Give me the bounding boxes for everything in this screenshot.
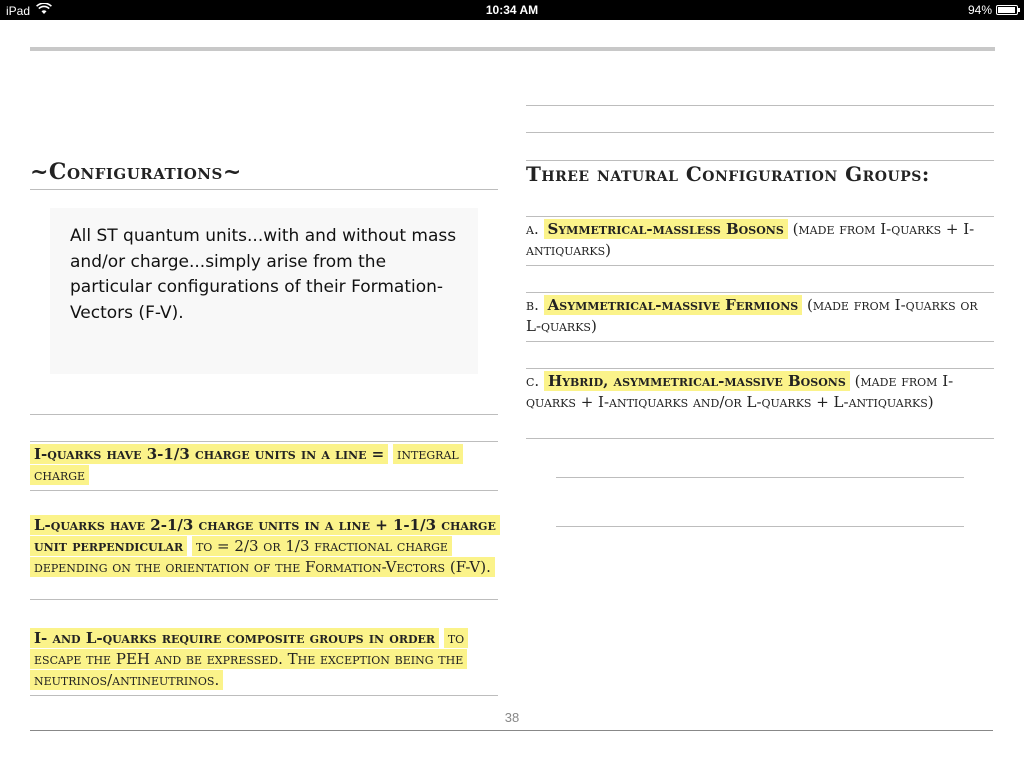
item-title: Hybrid, asymmetrical-massive Bosons — [544, 371, 850, 391]
quote-text: All ST quantum units...with and without mass and/or charge...simply arise from the particular configurations of their Formation-Vectors (F-V). — [70, 226, 457, 323]
paragraph-composite — [30, 628, 500, 691]
divider — [30, 599, 498, 600]
divider — [556, 526, 964, 527]
top-divider — [30, 47, 995, 51]
status-time: 10:34 AM — [485, 3, 539, 17]
item-title: Asymmetrical-massive Fermions — [544, 295, 803, 315]
battery-fill — [998, 7, 1015, 13]
divider — [526, 292, 994, 293]
battery-icon — [996, 5, 1018, 15]
paragraph-bold: I-quarks have 3-1/3 charge units in a line = — [30, 444, 388, 464]
item-label: a. — [526, 220, 539, 238]
divider — [526, 368, 994, 369]
item-label: b. — [526, 296, 539, 314]
divider — [30, 441, 498, 442]
divider — [30, 414, 498, 415]
page-number: 38 — [504, 710, 520, 725]
divider — [526, 105, 994, 106]
quote-box — [50, 208, 478, 374]
left-heading: ~Configurations~ — [30, 159, 242, 185]
group-item-b — [526, 295, 992, 337]
divider — [526, 265, 994, 266]
divider — [526, 160, 994, 161]
divider — [556, 477, 964, 478]
battery-percent: 94% — [967, 3, 992, 17]
status-bar-right — [968, 3, 1018, 17]
paragraph-bold: I- and L-quarks require composite groups in order — [30, 628, 439, 648]
divider — [526, 341, 994, 342]
book-page[interactable] — [0, 20, 1024, 768]
device-label: iPad — [6, 3, 31, 18]
right-heading: Three natural Configuration Groups: — [526, 162, 930, 186]
paragraph-bold: L-quarks have 2-1/3 charge units in a line + 1-1/3 charge unit perpendicular — [30, 515, 500, 556]
paragraph-text: integral charge — [30, 444, 463, 485]
divider — [526, 438, 994, 439]
item-text: (made from I-quarks + I-antiquarks) — [526, 220, 975, 259]
divider — [526, 216, 994, 217]
paragraph-text: to = 2/3 or 1/3 fractional charge depending on the orientation of the Formation-Vectors (F-V). — [30, 536, 495, 577]
divider — [30, 490, 498, 491]
paragraph-text: to escape the PEH and be expressed. The exception being the neutrinos/antineutrinos. — [30, 628, 468, 690]
paragraph-i-quarks — [30, 444, 500, 486]
paragraph-l-quarks — [30, 515, 514, 578]
bottom-divider — [30, 730, 993, 731]
item-text: (made from I-quarks or L-quarks) — [526, 296, 978, 335]
group-item-a — [526, 219, 992, 261]
divider — [30, 695, 498, 696]
item-label: c. — [526, 372, 540, 390]
status-bar — [0, 0, 1024, 20]
group-item-c — [526, 371, 992, 413]
item-title: Symmetrical-massless Bosons — [544, 219, 788, 239]
divider — [30, 189, 498, 190]
divider — [526, 132, 994, 133]
item-text: (made from I-quarks + I-antiquarks and/or L-quarks + L-antiquarks) — [526, 372, 954, 411]
